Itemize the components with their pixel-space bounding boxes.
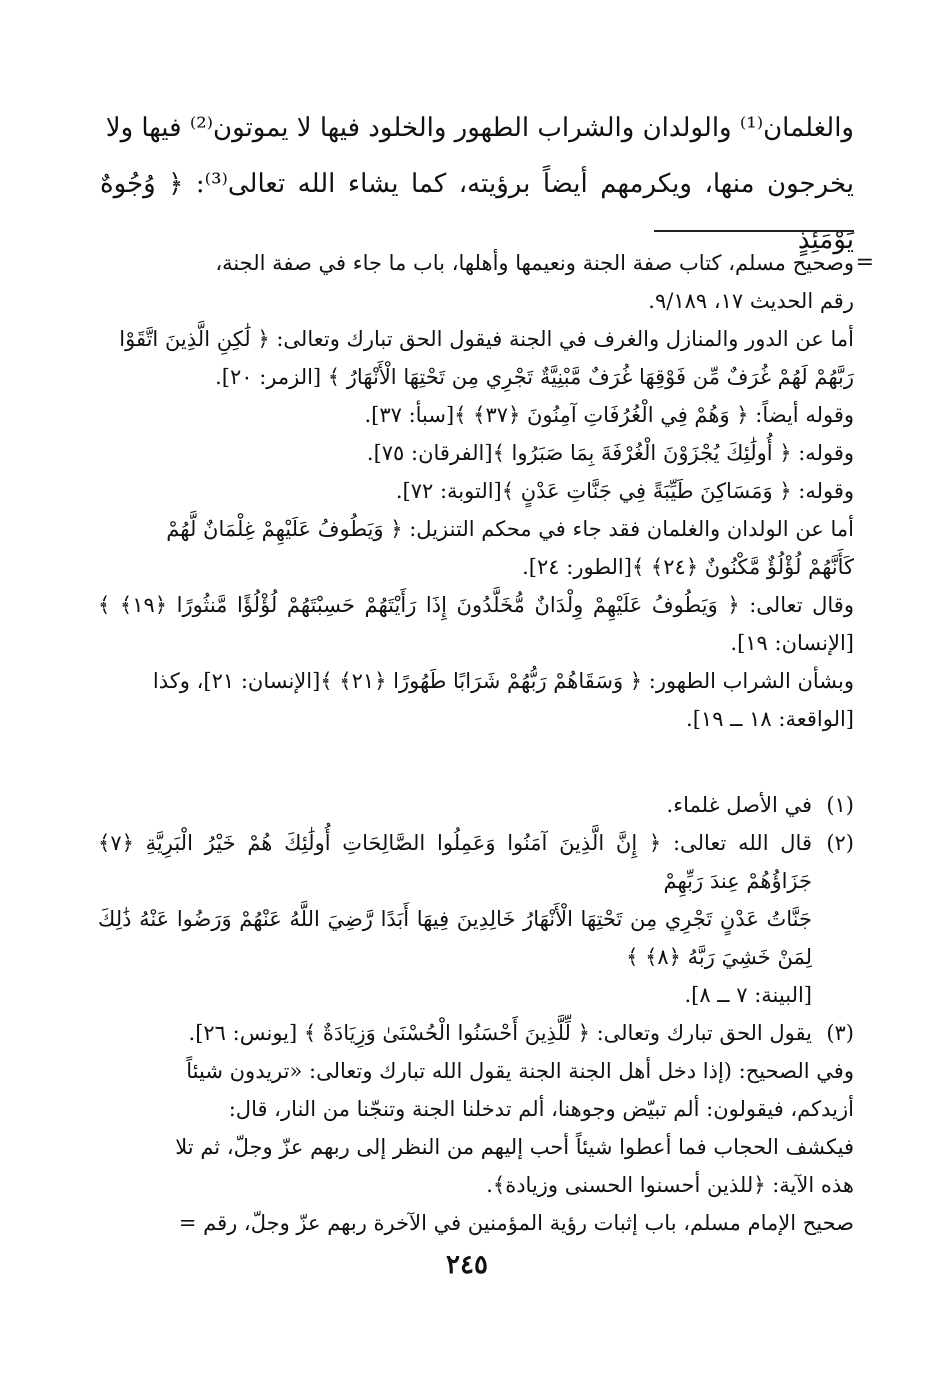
footnote-continuation bbox=[98, 244, 854, 738]
footnote-line: أما عن الدور والمنازل والغرف في الجنة فيقول الحق تبارك وتعالى: ﴿ لَٰكِنِ الَّذِينَ اتَّقَوْا bbox=[119, 327, 854, 351]
footnote-line: أما عن الولدان والغلمان فقد جاء في محكم التنزيل: ﴿ وَيَطُوفُ عَلَيْهِمْ غِلْمَانٌ لَّهُمْ bbox=[166, 517, 854, 541]
footnote-separator bbox=[654, 230, 854, 232]
page-number: ٢٤٥ bbox=[446, 1250, 488, 1280]
footnote-number: (٢) bbox=[826, 831, 854, 855]
footnote-line: كَأَنَّهُمْ لُؤْلُؤٌ مَّكْنُونٌ ﴿٢٤﴾ ﴾[الطور: ٢٤]. bbox=[522, 555, 854, 579]
footnote-line: جَنَّاتُ عَدْنٍ تَجْرِي مِن تَحْتِهَا الْأَنْهَارُ خَالِدِينَ فِيهَا أَبَدًا رَّضِيَ اللَّهُ عَنْهُمْ وَرَضُوا عَنْهُ ذَٰلِكَ لِمَنْ خَشِيَ رَبَّهُ ﴿٨﴾ ﴾ bbox=[98, 907, 812, 969]
footnote-line: رقم الحديث ١٧، ٩/١٨٩. bbox=[648, 289, 854, 313]
footnote-line: [البينة: ٧ ــ ٨]. bbox=[684, 983, 812, 1007]
footnote-line: يقول الحق تبارك وتعالى: ﴿ لِّلَّذِينَ أَحْسَنُوا الْحُسْنَىٰ وَزِيَادَةٌ ﴾ [يونس: ٢٦]. bbox=[188, 1021, 812, 1045]
footnote-line: قال الله تعالى: ﴿ إِنَّ الَّذِينَ آمَنُوا وَعَمِلُوا الصَّالِحَاتِ أُولَٰئِكَ هُمْ خَيْرُ الْبَرِيَّةِ ﴿٧﴾ جَزَاؤُهُمْ عِندَ رَبِّهِمْ bbox=[98, 831, 812, 893]
footnote-line: وقال تعالى: ﴿ وَيَطُوفُ عَلَيْهِمْ وِلْدَانٌ مُّخَلَّدُونَ إِذَا رَأَيْتَهُمْ حَسِبْتَهُمْ لُؤْلُؤًا مَّنثُورًا ﴿١٩﴾ ﴾ [الإنسان: ١٩]. bbox=[98, 593, 854, 655]
footnote-line: أزيدكم، فيقولون: ألم تبيّض وجوهنا، ألم تدخلنا الجنة وتنجّنا من النار، قال: bbox=[228, 1097, 854, 1121]
main-text-line: يخرجون منها، ويكرمهم أيضاً برؤيته، كما يشاء الله تعالى⁽³⁾: ﴿ وُجُوهٌ يَوْمَئِذٍ bbox=[100, 169, 854, 255]
footnote-line: [الواقعة: ١٨ ــ ١٩]. bbox=[686, 707, 854, 731]
footnote-line: وقوله أيضاً: ﴿ وَهُمْ فِي الْغُرُفَاتِ آمِنُونَ ﴿٣٧﴾ ﴾[سبأ: ٣٧]. bbox=[364, 403, 854, 427]
footnote-line: صحيح الإمام مسلم، باب إثبات رؤية المؤمنين في الآخرة ربهم عزّ وجلّ، رقم = bbox=[178, 1211, 854, 1235]
footnote-2 bbox=[98, 824, 854, 1014]
footnote-1 bbox=[98, 786, 854, 824]
footnote-line: وقوله: ﴿ وَمَسَاكِنَ طَيِّبَةً فِي جَنَّاتِ عَدْنٍ ﴾[التوبة: ٧٢]. bbox=[395, 479, 854, 503]
footnote-line: وفي الصحيح: (إذا دخل أهل الجنة الجنة يقول الله تبارك وتعالى: «تريدون شيئاً bbox=[186, 1059, 854, 1083]
footnote-line: وقوله: ﴿ أُولَٰئِكَ يُجْزَوْنَ الْغُرْفَةَ بِمَا صَبَرُوا ﴾[الفرقان: ٧٥]. bbox=[366, 441, 854, 465]
footnote-number: (١) bbox=[826, 793, 854, 817]
footnote-line: وبشأن الشراب الطهور: ﴿ وَسَقَاهُمْ رَبُّهُمْ شَرَابًا طَهُورًا ﴿٢١﴾ ﴾[الإنسان: ٢١]، وكذا bbox=[152, 669, 854, 693]
main-text bbox=[100, 100, 854, 268]
footnote-line: رَبَّهُمْ لَهُمْ غُرَفٌ مِّن فَوْقِهَا غُرَفٌ مَّبْنِيَّةٌ تَجْرِي مِن تَحْتِهَا الْأَنْهَارُ ﴾ [الزمر: ٢٠]. bbox=[215, 365, 854, 389]
footnotes bbox=[98, 786, 854, 1242]
footnote-line: فيكشف الحجاب فما أعطوا شيئاً أحب إليهم من النظر إلى ربهم عزّ وجلّ، ثم تلا bbox=[175, 1135, 854, 1159]
continuation-mark: = bbox=[855, 250, 874, 275]
footnote-line: في الأصل غلماء. bbox=[666, 793, 812, 817]
footnote-line: هذه الآية: ﴿للذين أحسنوا الحسنى وزيادة﴾. bbox=[486, 1173, 854, 1197]
main-text-line: والغلمان⁽¹⁾ والولدان والشراب الطهور والخلود فيها لا يموتون⁽²⁾ فيها ولا bbox=[105, 113, 854, 143]
footnote-number: (٣) bbox=[826, 1021, 854, 1045]
footnote-line: وصحيح مسلم، كتاب صفة الجنة ونعيمها وأهلها، باب ما جاء في صفة الجنة، bbox=[215, 251, 854, 275]
footnote-3 bbox=[98, 1014, 854, 1052]
